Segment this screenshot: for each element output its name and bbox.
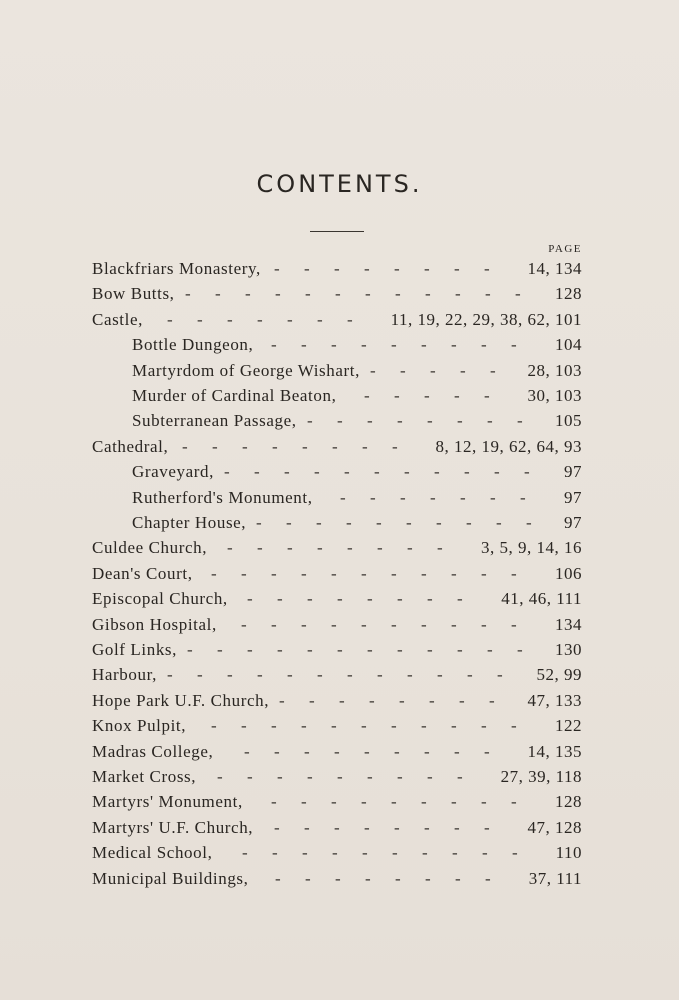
entry-pages: 110 — [555, 843, 582, 863]
contents-entry — [0, 764, 679, 789]
entry-label: Dean's Court, — [92, 563, 193, 583]
entry-label: Murder of Cardinal Beaton, — [132, 386, 337, 405]
entry-label: Harbour, — [92, 665, 158, 685]
entry-label: Cathedral, — [92, 436, 169, 456]
entry-pages: 128 — [555, 284, 582, 304]
entry-pages: 97 — [564, 513, 582, 532]
dot-leader: - - - - - - - — [167, 309, 353, 329]
entry-label: Medical School, — [92, 843, 213, 863]
dot-leader: - - - - - - - - — [274, 259, 490, 278]
entry-pages: 52, 99 — [536, 665, 582, 685]
entry-pages: 104 — [555, 335, 582, 355]
dot-leader: - - - - - - - - - - — [242, 843, 518, 863]
page-column-label: PAGE — [548, 243, 582, 255]
contents-entry — [0, 866, 679, 891]
entry-label: Hope Park U.F. Church, — [92, 690, 270, 710]
entry-pages: 106 — [555, 563, 582, 583]
contents-entry — [0, 535, 679, 560]
dot-leader: - - - - - - - - - - — [256, 513, 532, 532]
dot-leader: - - - - - - - - — [307, 411, 523, 431]
dot-leader: - - - - - — [364, 386, 490, 405]
entry-pages: 27, 39, 118 — [500, 767, 582, 786]
entry-label: Blackfriars Monastery, — [92, 259, 261, 278]
contents-entry — [0, 256, 679, 281]
entry-label: Castle, — [92, 309, 143, 329]
contents-entry — [0, 459, 679, 484]
entry-pages: 28, 103 — [527, 360, 582, 380]
entry-label: Municipal Buildings, — [92, 868, 249, 888]
entry-label: Martyrs' U.F. Church, — [92, 817, 254, 837]
contents-entry — [0, 739, 679, 764]
dot-leader: - - - - - - - - - - - - — [187, 640, 523, 659]
entry-pages: 8, 12, 19, 62, 64, 93 — [435, 436, 582, 456]
dot-leader: - - - - - - - - — [279, 690, 495, 710]
dot-leader: - - - - - - - - - - - - — [185, 284, 521, 304]
entry-label: Gibson Hospital, — [92, 614, 217, 634]
entry-label: Market Cross, — [92, 767, 197, 786]
dot-leader: - - - - - - - - - - - - — [167, 665, 503, 685]
dot-leader: - - - - - - - - - — [244, 741, 490, 761]
entry-label: Bottle Dungeon, — [132, 335, 254, 355]
entry-pages: 37, 111 — [528, 868, 582, 888]
entry-label: Golf Links, — [92, 640, 177, 659]
entry-label: Knox Pulpit, — [92, 716, 187, 736]
title-rule — [310, 231, 364, 232]
entry-label: Graveyard, — [132, 462, 214, 482]
dot-leader: - - - - - - - - — [182, 436, 398, 456]
contents-entry — [0, 332, 679, 357]
entry-pages: 14, 134 — [527, 259, 582, 278]
entry-pages: 128 — [555, 792, 582, 812]
contents-entry — [0, 688, 679, 713]
entry-label: Chapter House, — [132, 513, 247, 532]
entry-label: Rutherford's Monument, — [132, 487, 313, 507]
entry-label: Subterranean Passage, — [132, 411, 297, 431]
contents-entry — [0, 408, 679, 433]
contents-entry — [0, 383, 679, 408]
entry-pages: 97 — [564, 487, 582, 507]
contents-entry — [0, 815, 679, 840]
entry-pages: 47, 133 — [527, 690, 582, 710]
dot-leader: - - - - - — [370, 360, 496, 380]
dot-leader: - - - - - - - - - - - — [211, 716, 517, 736]
entry-pages: 47, 128 — [527, 817, 582, 837]
entry-label: Culdee Church, — [92, 538, 208, 558]
contents-entry — [0, 586, 679, 611]
contents-entry — [0, 789, 679, 814]
contents-entry — [0, 561, 679, 586]
entry-pages: 105 — [555, 411, 582, 431]
contents-entry — [0, 662, 679, 687]
dot-leader: - - - - - - - - - — [217, 767, 463, 786]
dot-leader: - - - - - - - - - — [271, 335, 517, 355]
dot-leader: - - - - - - - - - — [271, 792, 517, 812]
dot-leader: - - - - - - - - — [274, 817, 490, 837]
contents-entry — [0, 840, 679, 865]
dot-leader: - - - - - - - - - - - — [211, 563, 517, 583]
entry-pages: 41, 46, 111 — [501, 589, 582, 609]
contents-entry — [0, 713, 679, 738]
entry-pages: 11, 19, 22, 29, 38, 62, 101 — [390, 309, 582, 329]
entry-pages: 3, 5, 9, 14, 16 — [481, 538, 582, 558]
contents-entry — [0, 307, 679, 332]
entry-label: Episcopal Church, — [92, 589, 228, 609]
contents-entry — [0, 510, 679, 535]
entry-pages: 130 — [555, 640, 582, 659]
entry-pages: 14, 135 — [527, 741, 582, 761]
contents-entry — [0, 612, 679, 637]
entry-label: Martyrs' Monument, — [92, 792, 243, 812]
entry-pages: 122 — [555, 716, 582, 736]
entry-pages: 30, 103 — [527, 386, 582, 405]
page-title: CONTENTS. — [256, 170, 423, 198]
contents-entry — [0, 434, 679, 459]
dot-leader: - - - - - - - - - - - — [224, 462, 530, 482]
contents-entry — [0, 637, 679, 662]
contents-entry — [0, 281, 679, 306]
dot-leader: - - - - - - - — [340, 487, 526, 507]
entry-label: Bow Butts, — [92, 284, 175, 304]
dot-leader: - - - - - - - - — [247, 589, 463, 609]
contents-entry — [0, 358, 679, 383]
entry-label: Martyrdom of George Wishart, — [132, 360, 360, 380]
dot-leader: - - - - - - - - — [227, 538, 443, 558]
contents-entry — [0, 485, 679, 510]
entry-label: Madras College, — [92, 741, 214, 761]
dot-leader: - - - - - - - - - - — [241, 614, 517, 634]
entry-pages: 134 — [555, 614, 582, 634]
entry-pages: 97 — [564, 462, 582, 482]
dot-leader: - - - - - - - - — [275, 868, 491, 888]
